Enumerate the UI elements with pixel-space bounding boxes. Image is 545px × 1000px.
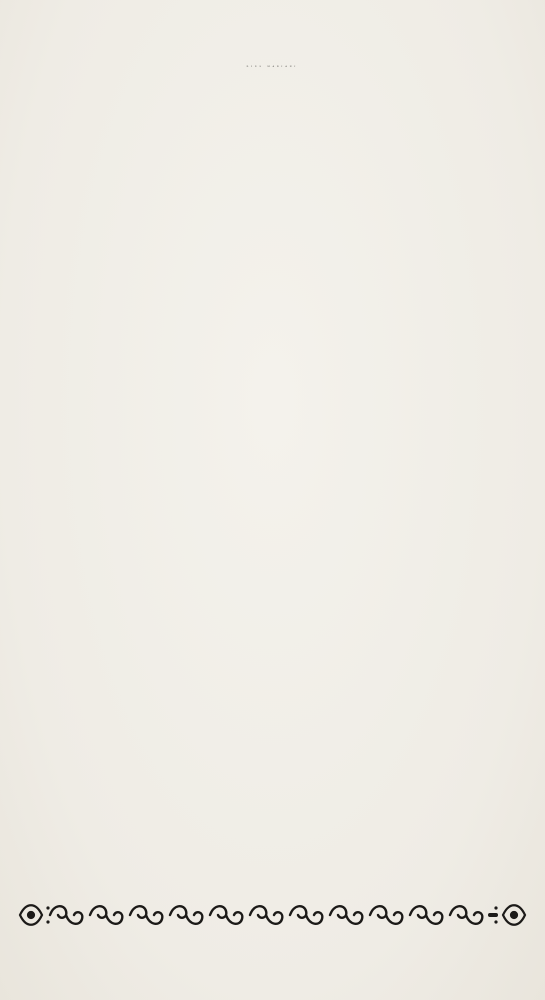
ornamental-border-icon [16,898,529,932]
title-line-dies-mariani: DIES MARIANI [246,66,299,68]
